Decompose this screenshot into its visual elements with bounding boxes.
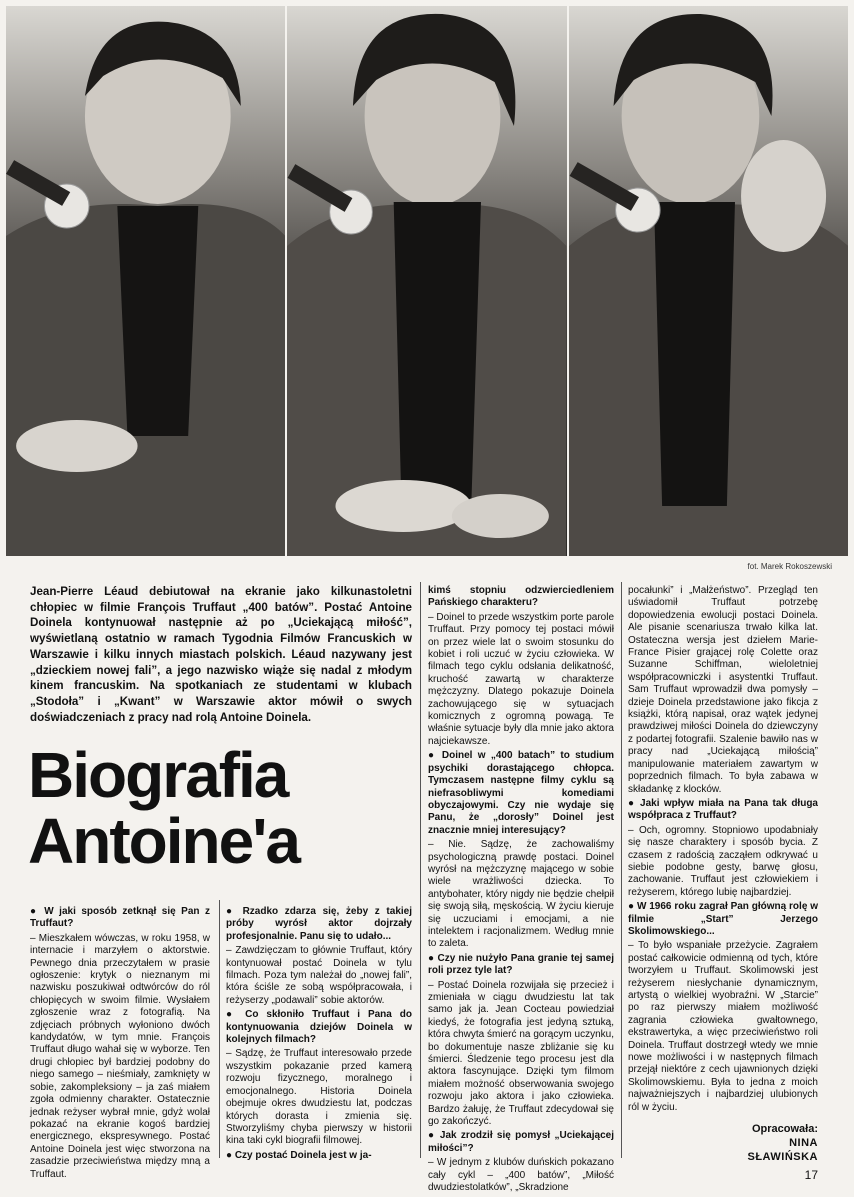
interview-answer: – Sądzę, że Truffaut interesowało przede wszystkim pokazanie przed kamerą rozwoju fizycznego, moralnego i emocjonalnego. Historia Doinela obejmuje okres dwudziestu lat, podczas których dorasta i zmienia się. Stworzyliśmy chyba pierwszy w historii kina taki cykl biografii filmowej. <box>226 1048 412 1147</box>
author-signature <box>628 1122 818 1164</box>
interview-question: ● Doinel w „400 batach” to studium psychiki dorastającego chłopca. Tymczasem następne filmy cyklu są niefrasobliwymi komediami obyczajowymi. Czy nie wydaje się Panu, że „dorosły” Doinel jest znacznie mniej interesujący? <box>428 750 614 837</box>
interview-answer: – To było wspaniałe przeżycie. Zagrałem postać całkowicie odmienną od tych, które tworzyłem u Truffaut. Skolimowski jest reżyserem niesłychanie dynamicznym, artystą o wielkiej wyobraźni. W „Starcie” po raz pierwszy miałem możliwość zagrania człowieka gwałtownego, ekstrawertyka, a więc przeciwieństwo roli Doinela. Truffaut dostrzegł wtedy we mnie nowe możliwości i w następnych filmach przejął niektóre z cech ujawnionych dzięki Skolimowskiemu. Była to jedna z moich najważniejszych i najbardziej ulubionych ról w życiu. <box>628 940 818 1113</box>
page-number: 17 <box>804 1168 818 1182</box>
interview-answer: pocałunki” i „Małżeństwo”. Przegląd ten uświadomił Truffaut potrzebę dopowiedzenia ewolucji postaci Doinela. Ale pisanie scenariusza trwało kilka lat. Ostateczna wersja jest dziełem Marie-France Pisier grającej rolę Colette oraz Suzanne Schiffman, wieloletniej współpracowniczki i asystentki Truffaut. Sam Truffaut wprowadził dwa pomysły – dzieje Doinela przedstawione jako fikcja z książki, którą napisał, oraz wątek jedynej prawdziwej miłości Doinela do dziewczyny z podartej fotografii. Szalenie bawiło nas w pracy nad „Uciekającą miłością” manipulowanie materiałem zawartym w poprzednich filmach. To była zabawa w składankę z klocków. <box>628 585 818 795</box>
interview-question: ● Czy nie nużyło Pana granie tej samej roli przez tyle lat? <box>428 953 614 978</box>
headline-line-1: Biografia <box>28 739 288 811</box>
signature-label: Opracowała: <box>751 1123 818 1136</box>
signature-name2: SŁAWIŃSKA <box>747 1151 818 1164</box>
portrait-photo-1 <box>6 6 285 556</box>
interview-answer: – Mieszkałem wówczas, w roku 1958, w internacie i marzyłem o aktorstwie. Pewnego dnia przeczytałem w prasie ogłoszenie: krytyk o nieznanym mi nazwisku poszukiwał odtwórców do ról chłopięcych w swoim filmie. Wysłałem zgłoszenie wraz z fotografią. Na zdjęciach próbnych wyłoniono dwóch kandydatów, w tym mnie. François Truffaut długo wahał się w wyborze. Ten drugi chłopiec był bardziej podobny do niego samego – nieśmiały, zamknięty w sobie, zakompleksiony – ja zaś miałem zgoła odmienny charakter. Ostatecznie jednak reżyser wybrał mnie, gdyż wolał pokazać na ekranie kogoś bardziej energicznego, ekspresywnego. Postać Antoine Doinela jest więc stworzona na zasadzie przeciwieństwa między mną a Truffaut. <box>30 932 210 1180</box>
text-column-1 <box>30 906 210 1183</box>
interview-answer: – Nie. Sądzę, że zachowaliśmy psychologiczną prawdę postaci. Doinel wyrósł na mężczyznę mającego w sobie wiele wrażliwości dziecka. To antybohater, który nigdy nie będzie chełpił się swoją siłą, męskością. W życiu kieruje się uczuciami i emocjami, a nie intelektem i racjonalizmem. Według mnie to zaleta. <box>428 839 614 950</box>
interview-answer: – Postać Doinela rozwijała się przecież i zmieniała w ciągu dwudziestu lat tak samo jak ja. Jean Cocteau powiedział kiedyś, że fotografia jest jedyną sztuką, która chwyta śmierć na gorącym uczynku, bo dokumentuje nasze zbliżanie się ku śmierci. Śledzenie tego procesu jest dla aktora fascynujące. Dzięki tym filmom miałem możność obserwowania swojego rozwoju jako aktora i jako człowieka. Bardzo żałuję, że Truffaut zdecydował się go zakończyć. <box>428 979 614 1128</box>
interview-question: ● W jaki sposób zetknął się Pan z Truffaut? <box>30 906 210 931</box>
lead-paragraph: Jean-Pierre Léaud debiutował na ekranie jako kilkunastoletni chłopiec w filmie François Truffaut „400 batów”. Postać Antoine Doinela kontynuował następnie aż po „Uciekającą miłość”, wyświetlaną ostatnio w ramach Tygodnia Filmów Francuskich w Warszawie i kilku innych miastach polskich. Léaud nazywany jest „dzieckiem nowej fali”, a jego nazwisko wiąże się nadal z młodym kinem francuskim. Na spotkaniach ze studentami w klubach „Stodoła” i „Kwant” w Warszawie aktor mówił o swych doświadczeniach z pracy nad rolą Antoine Doinela. <box>30 585 412 724</box>
interview-answer: – Zawdzięczam to głównie Truffaut, który kontynuował postać Doinela w tylu filmach. Poza tym należał do „nowej fali”, która ściśle ze sobą współpracowała, i reżyserzy „podawali” sobie aktorów. <box>226 945 412 1006</box>
article-headline <box>28 739 299 877</box>
text-column-2 <box>226 906 412 1164</box>
interview-question-continued: kimś stopniu odzwierciedleniem Pańskiego charakteru? <box>428 585 614 609</box>
portrait-photo-2 <box>287 6 566 556</box>
signature-name1: NINA <box>789 1137 818 1150</box>
interview-answer: – W jednym z klubów duńskich pokazano cały cykl – „400 batów”, „Miłość dwudziestolatków”, „Skradzione <box>428 1157 614 1194</box>
column-divider <box>219 900 220 1158</box>
headline-line-2: Antoine'a <box>28 805 299 877</box>
interview-answer: – Doinel to przede wszystkim porte parole Truffaut. Przy pomocy tej postaci mówił on przez wiele lat o swoim stosunku do kobiet i roli uczuć w życiu człowieka. W filmach tego cyklu odsłania delikatność, kruchość zawartą w charakterze mężczyzny. Dlatego pokazuje Doinela zachowującego się w sytuacjach komicznych z ogromną powagą. Te właśnie sytuacje były dla mnie jako aktora najciekawsze. <box>428 611 614 747</box>
portrait-photo-3 <box>569 6 848 556</box>
photo-credit: fot. Marek Rokoszewski <box>747 562 832 571</box>
interview-question: ● Czy postać Doinela jest w ja- <box>226 1150 412 1162</box>
interview-question: ● Rzadko zdarza się, żeby z takiej próby wyrósł aktor dojrzały profesjonalnie. Panu się to udało... <box>226 906 412 943</box>
interview-answer: – Och, ogromny. Stopniowo upodabniały się nasze charaktery i sposób bycia. Z czasem z radością zacząłem odkrywać u siebie podobne gesty, barwę głosu, zachowanie. Truffaut jest człowiekiem i reżyserem, którego lubię najbardziej. <box>628 824 818 898</box>
interview-question: ● W 1966 roku zagrał Pan główną rolę w filmie „Start” Jerzego Skolimowskiego... <box>628 901 818 938</box>
interview-question: ● Jak zrodził się pomysł „Uciekającej miłości”? <box>428 1130 614 1155</box>
column-divider <box>420 582 421 1158</box>
column-divider <box>621 582 622 1158</box>
photo-strip <box>6 6 848 556</box>
text-column-3 <box>428 585 614 1197</box>
interview-question: ● Jaki wpływ miała na Pana tak długa współpraca z Truffaut? <box>628 798 818 823</box>
interview-question: ● Co skłoniło Truffaut i Pana do kontynuowania dziejów Doinela w kolejnych filmach? <box>226 1009 412 1046</box>
text-column-4 <box>628 585 818 1164</box>
